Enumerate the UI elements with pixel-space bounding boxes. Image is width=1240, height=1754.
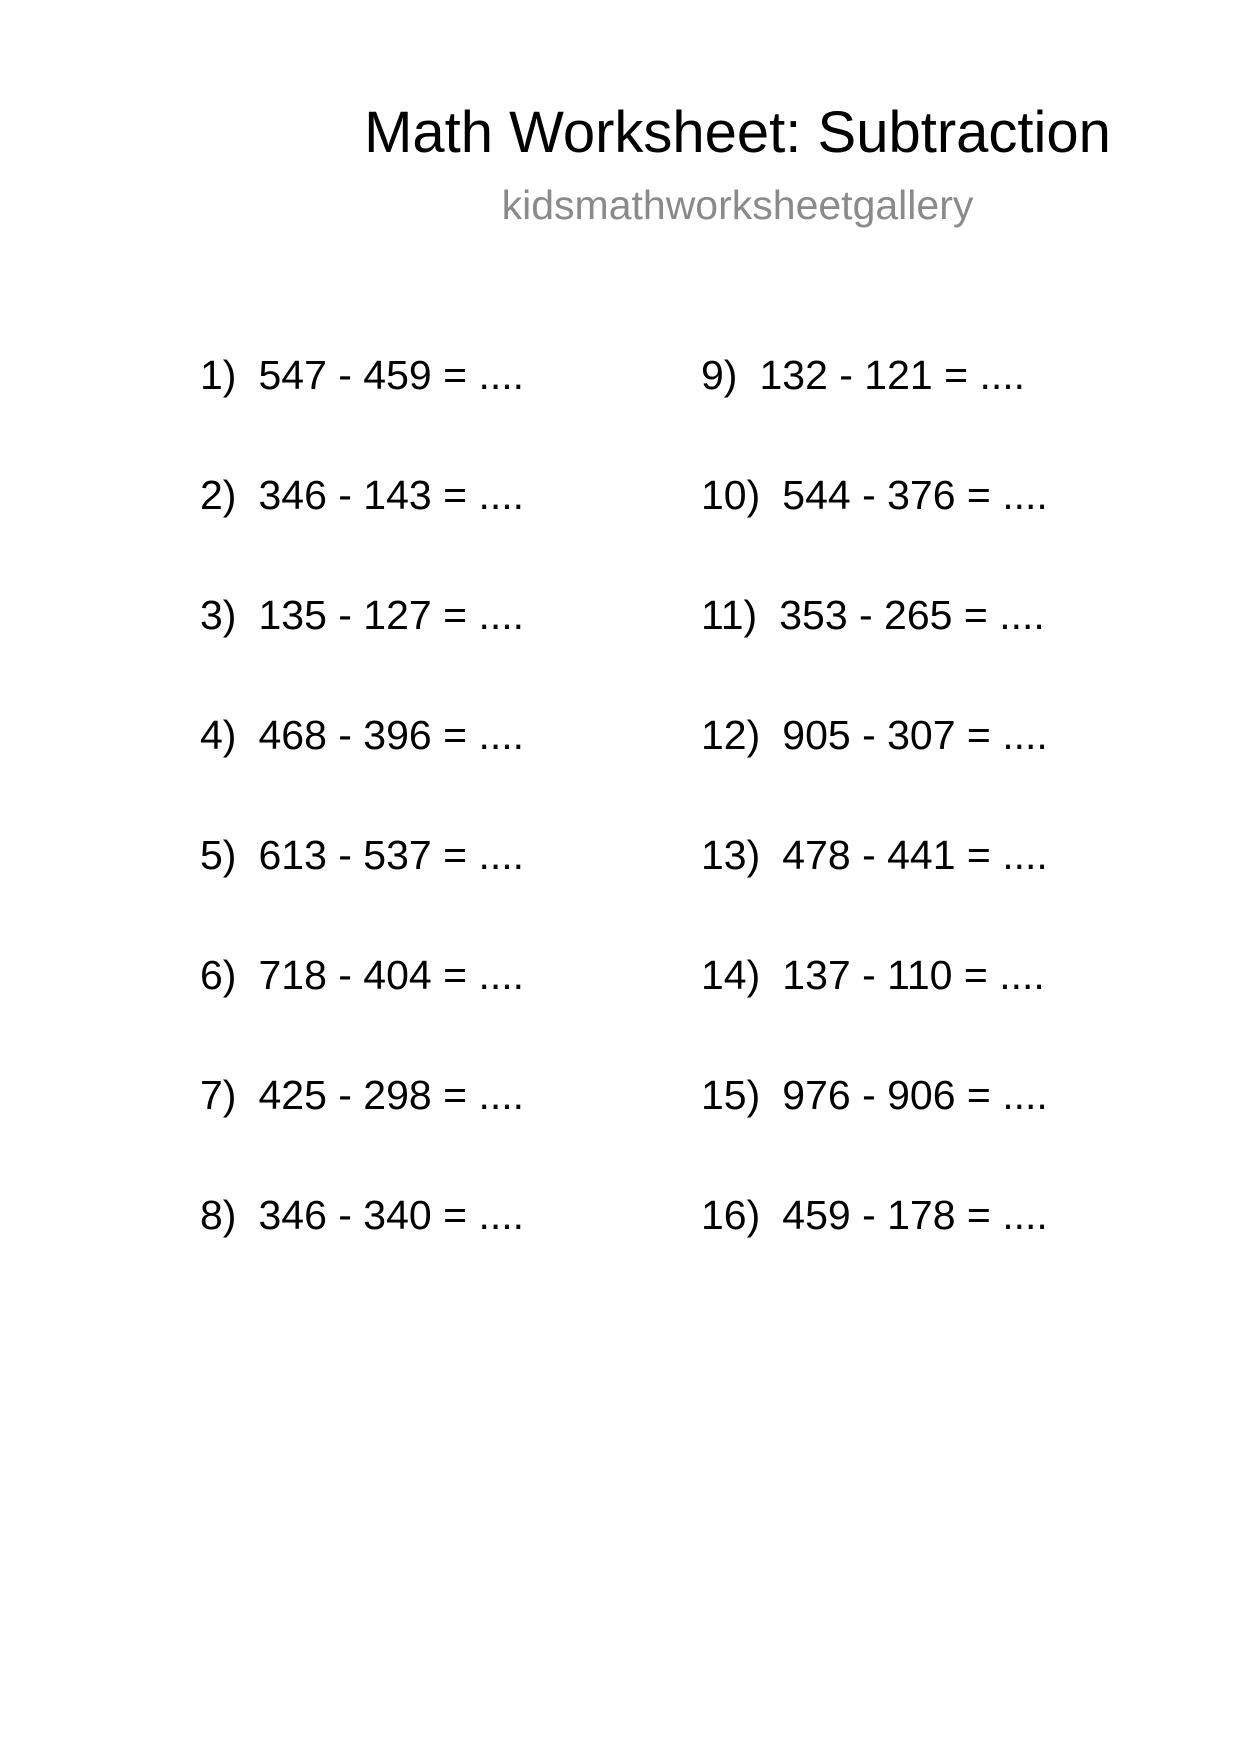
problem-number: 11) (701, 592, 758, 638)
problem-expression: 132 - 121 = .... (759, 352, 1026, 398)
problem-item (701, 830, 1048, 950)
problem-number: 3) (200, 592, 237, 638)
problem-number: 5) (200, 832, 237, 878)
problem-expression: 905 - 307 = .... (782, 712, 1048, 758)
problem-item (200, 830, 524, 950)
problem-expression: 346 - 143 = .... (258, 472, 525, 518)
problem-expression: 613 - 537 = .... (258, 832, 525, 878)
problem-number: 14) (701, 952, 761, 998)
problem-number: 8) (200, 1192, 237, 1238)
page-subtitle: kidsmathworksheetgallery (501, 182, 974, 228)
problem-number: 15) (701, 1072, 761, 1118)
problem-item (200, 710, 524, 830)
problem-number: 2) (200, 472, 237, 518)
problem-column-right (701, 350, 1048, 1310)
problem-item (701, 590, 1048, 710)
problem-expression: 353 - 265 = .... (779, 592, 1045, 638)
problem-expression: 137 - 110 = .... (782, 952, 1045, 998)
problem-expression: 547 - 459 = .... (258, 352, 525, 398)
problem-number: 1) (200, 352, 237, 398)
problem-expression: 478 - 441 = .... (782, 832, 1048, 878)
problem-item (701, 1070, 1048, 1190)
problem-item (701, 710, 1048, 830)
problem-number: 16) (701, 1192, 761, 1238)
problem-item (200, 950, 524, 1070)
problem-item (200, 590, 524, 710)
problem-number: 7) (200, 1072, 237, 1118)
problem-expression: 135 - 127 = .... (258, 592, 525, 638)
problem-expression: 459 - 178 = .... (782, 1192, 1048, 1238)
problem-expression: 544 - 376 = .... (782, 472, 1048, 518)
problem-expression: 346 - 340 = .... (258, 1192, 525, 1238)
problem-expression: 976 - 906 = .... (782, 1072, 1048, 1118)
problem-number: 6) (200, 952, 237, 998)
problem-item (200, 350, 524, 470)
problem-item (200, 470, 524, 590)
problem-expression: 718 - 404 = .... (258, 952, 525, 998)
problem-item (701, 470, 1048, 590)
problem-item (701, 350, 1048, 470)
problem-number: 4) (200, 712, 237, 758)
problem-item (701, 950, 1048, 1070)
problem-number: 10) (701, 472, 761, 518)
problem-number: 12) (701, 712, 761, 758)
problem-expression: 468 - 396 = .... (258, 712, 525, 758)
problem-number: 9) (701, 352, 738, 398)
problem-item (701, 1190, 1048, 1310)
problem-item (200, 1190, 524, 1310)
problem-item (200, 1070, 524, 1190)
problem-column-left (200, 350, 524, 1310)
page-title: Math Worksheet: Subtraction (364, 100, 1111, 165)
problem-expression: 425 - 298 = .... (258, 1072, 525, 1118)
problem-number: 13) (701, 832, 761, 878)
